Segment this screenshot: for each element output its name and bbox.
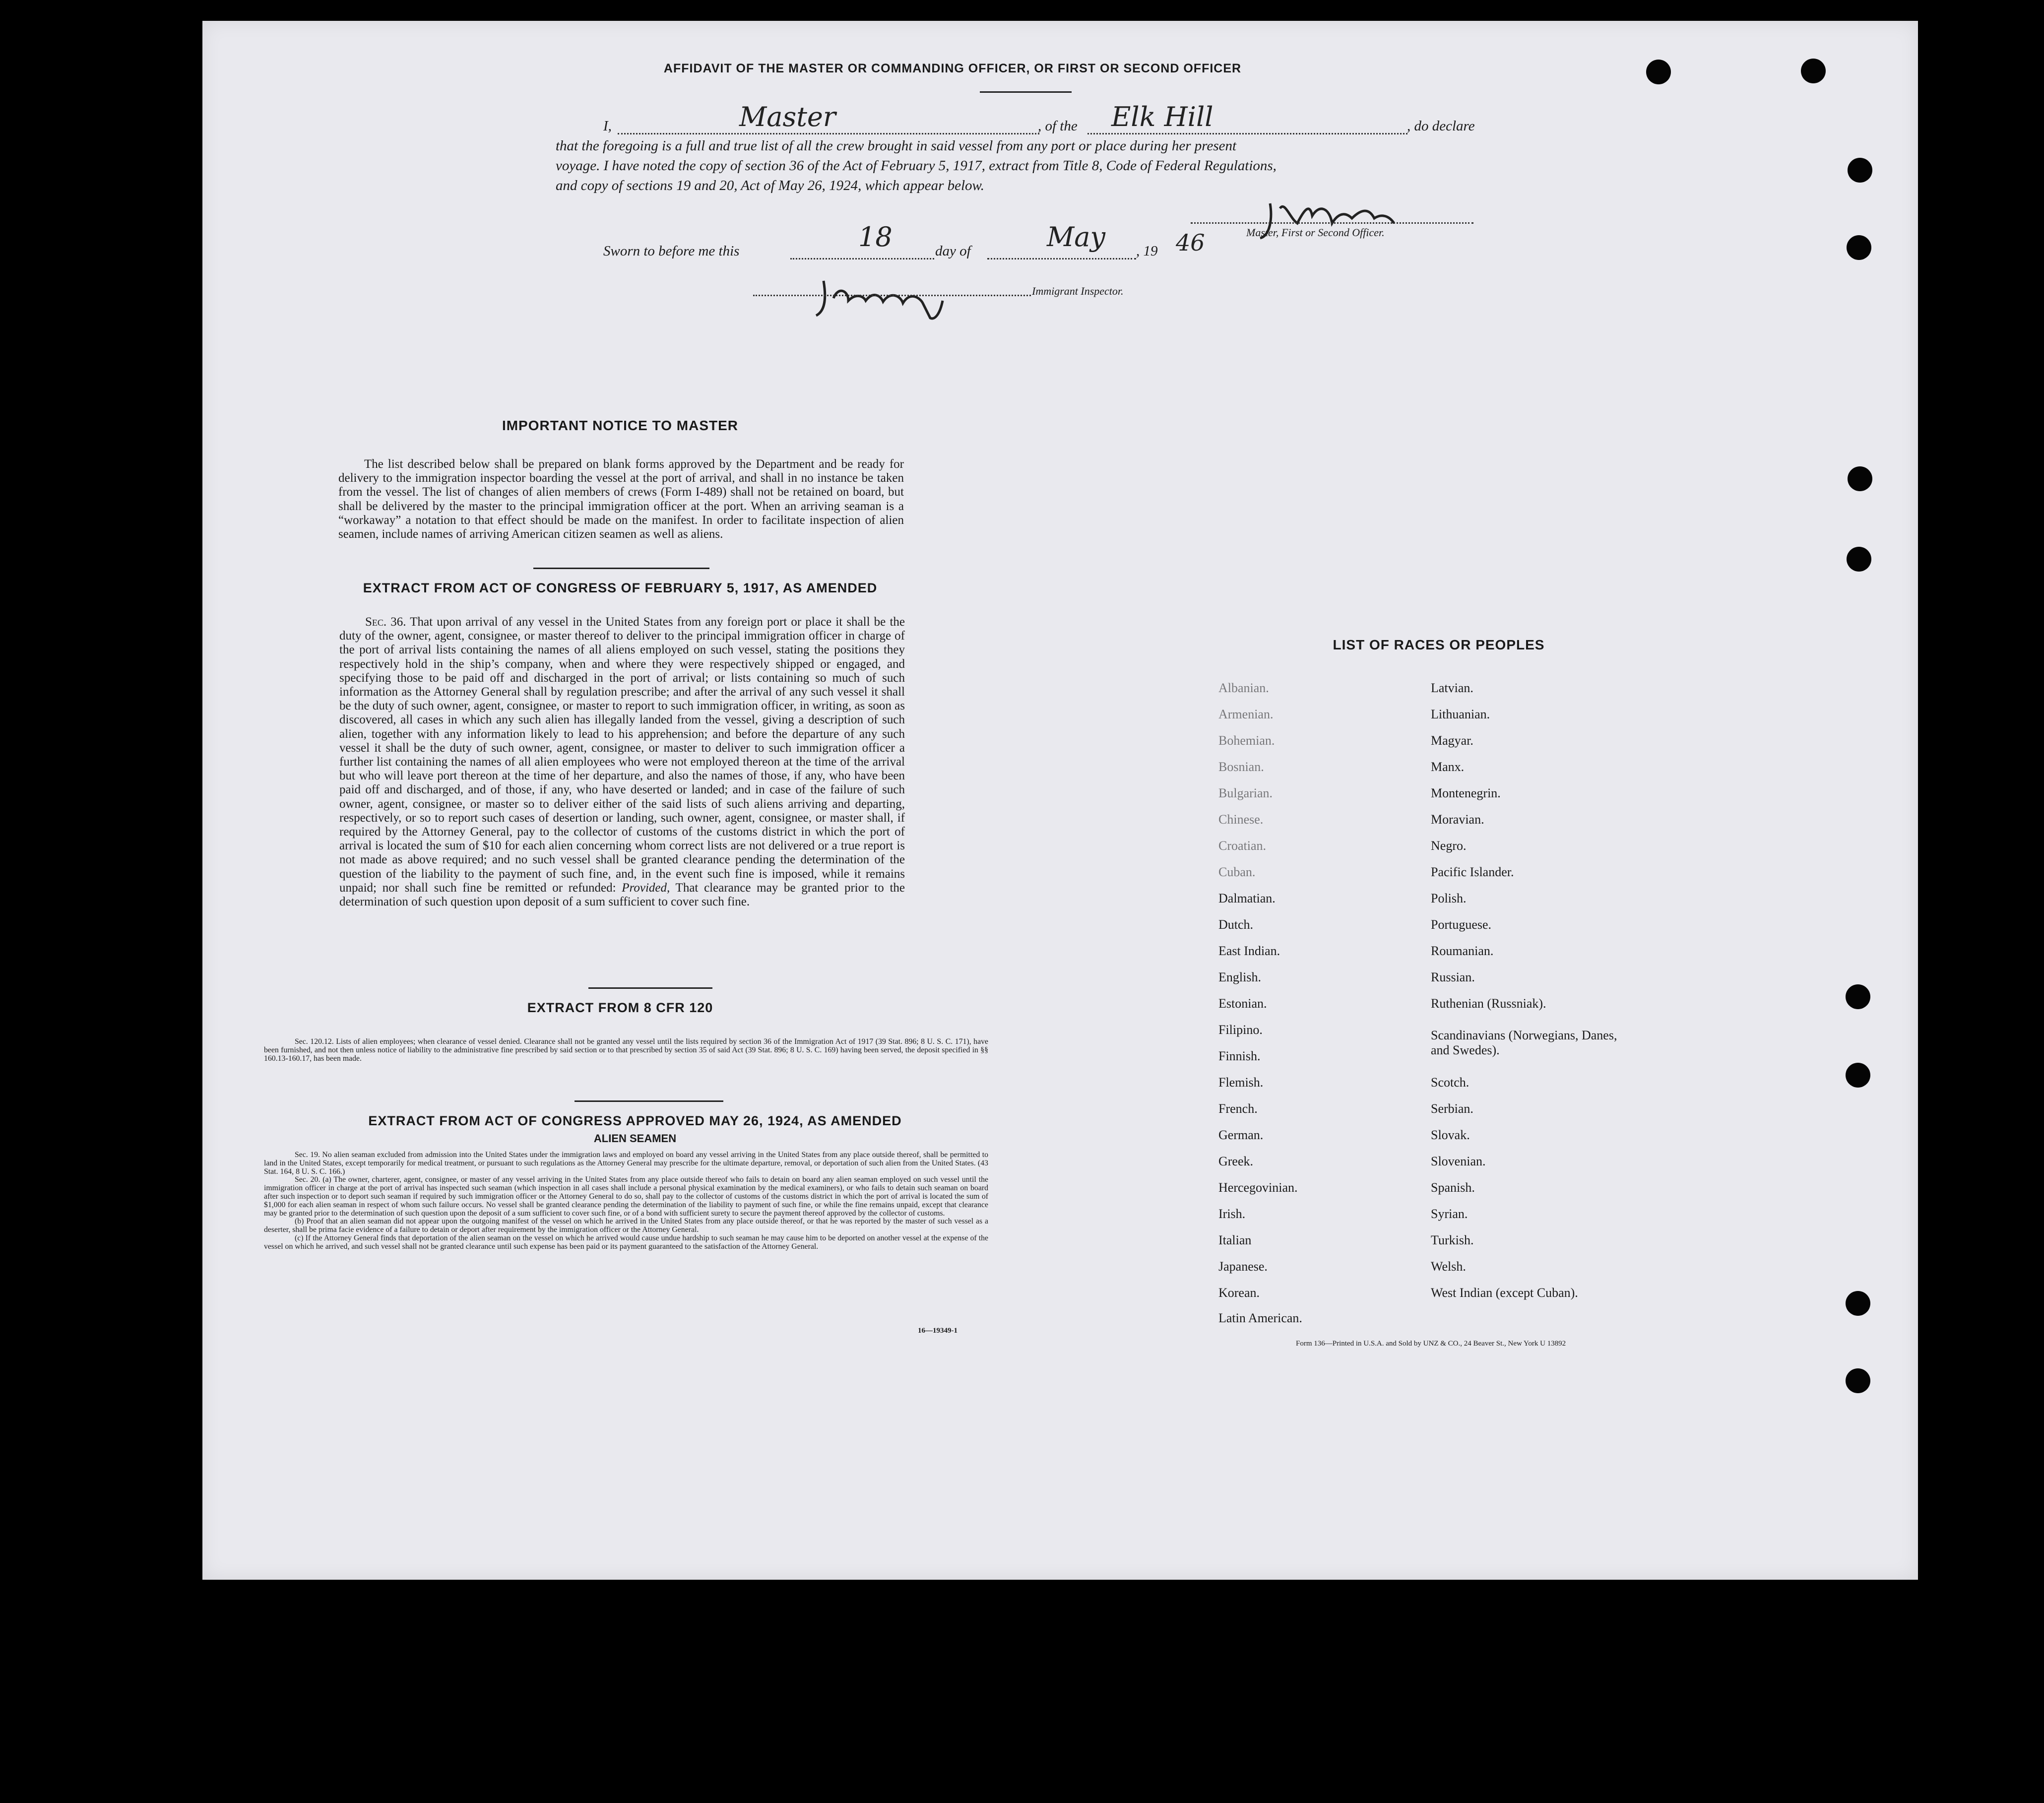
- race-left-item: Bosnian.: [1218, 760, 1264, 774]
- race-left-item: Irish.: [1218, 1207, 1246, 1221]
- punch-hole: [1846, 984, 1870, 1009]
- race-right-item: Ruthenian (Russniak).: [1431, 996, 1546, 1011]
- race-left-item: Albanian.: [1218, 681, 1269, 695]
- race-left-item: Dutch.: [1218, 917, 1254, 932]
- race-right-item: Syrian.: [1431, 1207, 1468, 1221]
- races-title: LIST OF RACES OR PEOPLES: [1333, 637, 1545, 652]
- punch-hole: [1846, 1368, 1870, 1393]
- race-right-item: Roumanian.: [1431, 944, 1494, 958]
- printer-footer: Form 136—Printed in U.S.A. and Sold by UNZ & CO., 24 Beaver St., New York U 13892: [1296, 1340, 1566, 1348]
- vessel-handwriting: Elk Hill: [1111, 101, 1214, 132]
- race-left-item: Cuban.: [1218, 865, 1256, 879]
- punch-hole: [1848, 158, 1872, 183]
- race-right-item: Scotch.: [1431, 1075, 1469, 1090]
- affidavit-line-4: and copy of sections 19 and 20, Act of May 26, 1924, which appear below.: [556, 178, 984, 193]
- i-label: I,: [603, 118, 612, 134]
- race-right-item: Portuguese.: [1431, 917, 1492, 932]
- race-right-item: Montenegrin.: [1431, 786, 1501, 800]
- race-left-item: Dalmatian.: [1218, 891, 1276, 905]
- punch-hole: [1847, 547, 1871, 572]
- master-signature: [1250, 189, 1419, 248]
- race-right-item: Manx.: [1431, 760, 1465, 774]
- sworn-label: Sworn to before me this: [603, 243, 740, 259]
- name-line: [618, 133, 1039, 134]
- vessel-line: [1087, 133, 1407, 134]
- signer-caption: Master, First or Second Officer.: [1246, 226, 1385, 239]
- race-left-item: Chinese.: [1218, 812, 1264, 827]
- signature-line: [1191, 222, 1473, 224]
- month-line: [987, 258, 1136, 259]
- day-of-label: day of: [935, 243, 971, 259]
- extract-cfr-title: EXTRACT FROM 8 CFR 120: [527, 1000, 713, 1015]
- year-handwriting: 46: [1176, 229, 1205, 256]
- race-left-item: Greek.: [1218, 1154, 1254, 1168]
- affidavit-line-3: voyage. I have noted the copy of section 36 of the Act of February 5, 1917, extract from Title 8, Code of Federal Regulations,: [556, 158, 1277, 174]
- race-left-item: Armenian.: [1218, 707, 1274, 721]
- sec-36-end: That clearance may be granted prior to the determination of such question upon deposit of a sum sufficient to cover such fine.: [339, 881, 905, 909]
- punch-hole: [1801, 59, 1826, 83]
- of-the-label: , of the: [1038, 118, 1078, 134]
- sec-20c-text: (c) If the Attorney General finds that deportation of the alien seaman on the vessel on which he arrived would cause undue hardship to such seaman he may cause him to be deported on another vessel at the expense of the vessel on which he arrived, and such vessel shall not be granted clearance until such expense has been paid or its payment guaranteed to the satisfaction of the Attorney General.: [264, 1233, 988, 1251]
- title-rule: [980, 91, 1072, 93]
- day-handwriting: 18: [858, 221, 893, 253]
- punch-hole: [1646, 60, 1671, 84]
- master-handwriting: Master: [739, 101, 836, 132]
- race-left-item: Korean.: [1218, 1286, 1260, 1300]
- race-left-item: Finnish.: [1218, 1049, 1261, 1063]
- sec-36-body: That upon arrival of any vessel in the United States from any foreign port or place it shall be the duty of the owner, agent, consignee, or master thereof to deliver to the principal immigration officer in charge of the port of arrival lists containing the names of all aliens employed on such vessel, stating the positions they respectively hold in the ship’s company, when and where they were respectively shipped or engaged, and specifying those to be paid off and discharged in the port of arrival; or lists containing so much of such information as the Attorney General shall by regulation prescribe; and after the arrival of any such vessel it shall be the duty of such owner, agent, consignee, or master to report to such immigration officer, in writing, as soon as discovered, all cases in which any such alien has illegally landed from the vessel, giving a description of such alien, together with any information likely to lead to his apprehension; and before the departure of any such vessel it shall be the duty of such owner, agent, consignee, or master to deliver to such immigration officer a further list containing the names of all alien employees who were not employed thereon at the time of the arrival but who will leave port thereon at the time of her departure, and also the names of those, if any, who have been paid off and discharged, and of those, if any, who have deserted or landed; and in case of the failure of such owner, agent, consignee, or master so to deliver either of the said lists of such aliens arriving and departing, respectively, or so to report such cases of desertion or landing, such owner, agent, consignee, or master shall, if required by the Attorney General, pay to the collector of customs of the customs district in which the port of arrival is located the sum of $10 for each alien concerning whom correct lists are not delivered or a true report is not made as above required; and no such vessel shall be granted clearance pending the determination of the question of the liability to the payment of such fine, and, in the event such fine is imposed, while it remains unpaid; nor shall such fine be remitted or refunded:: [339, 615, 905, 895]
- sec-20b-text: (b) Proof that an alien seaman did not appear upon the outgoing manifest of the vessel on which he arrived in the United States from any place outside thereof, or that he was reported by the master of such vessel as a deserter, shall be prima facie evidence of a failure to detain or deport after requirement by the immigration officer or the Attorney General.: [264, 1217, 988, 1234]
- race-left-item: French.: [1218, 1101, 1258, 1116]
- race-right-item: Pacific Islander.: [1431, 865, 1514, 879]
- punch-hole: [1846, 1063, 1870, 1088]
- race-right-item: Slovenian.: [1431, 1154, 1486, 1168]
- race-right-item: Turkish.: [1431, 1233, 1474, 1247]
- inspector-caption: Immigrant Inspector.: [1032, 285, 1124, 297]
- race-left-item: Estonian.: [1218, 996, 1267, 1011]
- notice-title: IMPORTANT NOTICE TO MASTER: [502, 418, 739, 433]
- race-left-item: East Indian.: [1218, 944, 1280, 958]
- race-right-item: Moravian.: [1431, 812, 1484, 827]
- race-left-item: German.: [1218, 1128, 1264, 1142]
- extract-cfr-rule: [575, 1100, 723, 1102]
- race-right-item: Slovak.: [1431, 1128, 1470, 1142]
- punch-hole: [1848, 466, 1872, 491]
- extract-1917-rule: [588, 987, 712, 989]
- form-number: 16—19349-1: [918, 1327, 958, 1335]
- provided-label: Provided,: [622, 881, 670, 895]
- notice-text: The list described below shall be prepared on blank forms approved by the Department and be ready for delivery to the immigration inspector boarding the vessel at the port of arrival, and shall in no instance be taken from the vessel. The list of changes of alien members of crews (Form I-489) shall not be retained on board, but shall be delivered by the master to the principal immigration officer at the port. When an arriving seaman is a “workaway” a notation to that effect should be made on the manifest. In order to facilitate inspection of alien seamen, include names of arriving American citizen seamen as well as aliens.: [338, 457, 904, 541]
- race-right-item: West Indian (except Cuban).: [1431, 1286, 1578, 1300]
- extract-1917-text: [339, 615, 905, 909]
- race-left-item: Italian: [1218, 1233, 1252, 1247]
- alien-seamen-subtitle: ALIEN SEAMEN: [593, 1132, 677, 1145]
- sec-19-text: Sec. 19. No alien seaman excluded from admission into the United States under the immigration laws and employed on board any vessel arriving in the United States from any place outside thereof, shall be permitted to land in the United States, except temporarily for medical treatment, or pursuant to such regulations as the Attorney General may prescribe for the ultimate departure, removal, or deportation of such alien from the United States. (43 Stat. 164, 8 U. S. C. 166.): [264, 1151, 988, 1176]
- notice-rule: [533, 568, 709, 569]
- punch-hole: [1846, 1291, 1870, 1316]
- race-left-item: Bulgarian.: [1218, 786, 1273, 800]
- punch-hole: [1847, 235, 1871, 260]
- race-right-item: Polish.: [1431, 891, 1467, 905]
- race-left-item: Latin American.: [1218, 1311, 1302, 1325]
- race-right-item: Lithuanian.: [1431, 707, 1490, 721]
- race-right-item: Russian.: [1431, 970, 1475, 984]
- month-handwriting: May: [1047, 221, 1105, 253]
- inspector-signature: [809, 271, 987, 325]
- race-left-item: English.: [1218, 970, 1261, 984]
- race-right-item: Magyar.: [1431, 733, 1473, 748]
- sec-36-label: Sec. 36.: [365, 615, 406, 629]
- extract-1924-title: EXTRACT FROM ACT OF CONGRESS APPROVED MAY 26, 1924, AS AMENDED: [368, 1113, 902, 1128]
- declare-label: , do declare: [1407, 118, 1475, 134]
- extract-1917-title: EXTRACT FROM ACT OF CONGRESS OF FEBRUARY 5, 1917, AS AMENDED: [363, 580, 878, 595]
- race-right-item: Scandinavians (Norwegians, Danes, and Swedes).: [1431, 1028, 1617, 1057]
- race-right-item: Serbian.: [1431, 1101, 1473, 1116]
- race-left-item: Japanese.: [1218, 1259, 1268, 1274]
- affidavit-line-2: that the foregoing is a full and true list of all the crew brought in said vessel from any port or place during her present: [556, 138, 1237, 154]
- race-left-item: Croatian.: [1218, 838, 1267, 853]
- race-left-item: Bohemian.: [1218, 733, 1275, 748]
- race-left-item: Filipino.: [1218, 1023, 1263, 1037]
- race-right-item: Welsh.: [1431, 1259, 1466, 1274]
- race-left-item: Hercegovinian.: [1218, 1180, 1298, 1195]
- race-right-item: Spanish.: [1431, 1180, 1475, 1195]
- year-prefix: , 19: [1136, 243, 1158, 259]
- extract-1924-text: [264, 1151, 988, 1251]
- day-line: [790, 258, 934, 259]
- race-right-item: Negro.: [1431, 838, 1467, 853]
- inspector-line: [753, 295, 1031, 296]
- race-right-item: Latvian.: [1431, 681, 1473, 695]
- race-left-item: Flemish.: [1218, 1075, 1264, 1090]
- extract-cfr-text: Sec. 120.12. Lists of alien employees; when clearance of vessel denied. Clearance shall not be granted any vessel until the lists required by section 36 of the Immigration Act of 1917 (39 Stat. 896; 8 U. S. C. 171), have been furnished, and not then unless notice of liability to the administrative fine prescribed by said section or to that prescribed by section 35 of said Act (39 Stat. 896; 8 U. S. C. 169) having been served, the deposit specified in §§ 160.13-160.17, has been made.: [264, 1037, 988, 1063]
- sec-20a-text: Sec. 20. (a) The owner, charterer, agent, consignee, or master of any vessel arriving in the United States from any place outside thereof who fails to detain on board any alien seaman employed on such vessel until the immigration officer in charge at the port of arrival has inspected such seaman (which inspection in all cases shall include a personal physical examination by the medical examiners), or who fails to detain such seaman on board after such inspection or to deport such seaman if required by such immigration officer or the Attorney General to do so, shall pay to the collector of customs of the customs district in which the port of arrival is located the sum of $1,000 for each alien seaman in respect of whom such failure occurs. No vessel shall be granted clearance pending the determination of the liability to payment of such fine, or while the fine remains unpaid, except that clearance may be granted prior to the determination of such question upon the deposit of a sum sufficient to cover such fine, or of a bond with sufficient surety to secure the payment thereof approved by the collector of customs.: [264, 1175, 988, 1218]
- affidavit-title: AFFIDAVIT OF THE MASTER OR COMMANDING OFFICER, OR FIRST OR SECOND OFFICER: [663, 62, 1242, 75]
